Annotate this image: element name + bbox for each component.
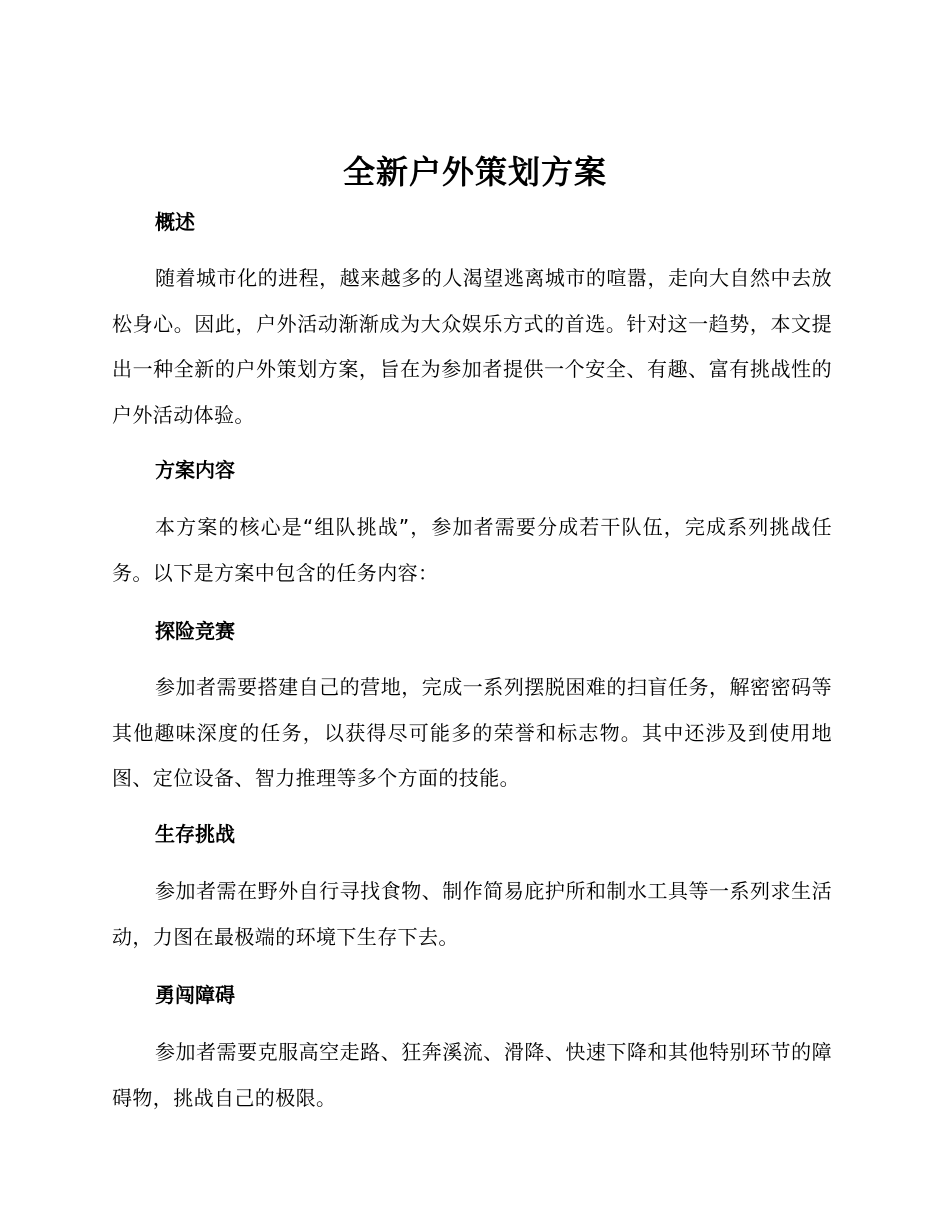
section-paragraph-overview: 随着城市化的进程，越来越多的人渴望逃离城市的喧嚣，走向大自然中去放松身心。因此，户外活动渐渐成为大众娱乐方式的首选。针对这一趋势，本文提出一种全新的户外策划方案，旨在为参加者提供一个安全、有趣、富有挑战性的户外活动体验。: [112, 266, 832, 427]
section-paragraph-adventure-race: 参加者需要搭建自己的营地，完成一系列摆脱困难的扫盲任务，解密密码等其他趣味深度的任务，以获得尽可能多的荣誉和标志物。其中还涉及到使用地图、定位设备、智力推理等多个方面的技能。: [112, 675, 832, 790]
page-title: 全新户外策划方案: [342, 153, 607, 191]
section-heading-plan-content: 方案内容: [155, 458, 235, 482]
section-heading-survival-challenge: 生存挑战: [155, 822, 235, 846]
section-paragraph-survival-challenge: 参加者需在野外自行寻找食物、制作简易庇护所和制水工具等一系列求生活动，力图在最极端的环境下生存下去。: [112, 879, 832, 949]
section-paragraph-plan-content: 本方案的核心是“组队挑战”，参加者需要分成若干队伍，完成系列挑战任务。以下是方案中包含的任务内容：: [112, 515, 832, 585]
section-paragraph-obstacle-course: 参加者需要克服高空走路、狂奔溪流、滑降、快速下降和其他特别环节的障碍物，挑战自己的极限。: [112, 1040, 832, 1110]
section-heading-adventure-race: 探险竞赛: [155, 619, 235, 643]
section-heading-overview: 概述: [155, 210, 195, 234]
section-heading-obstacle-course: 勇闯障碍: [155, 983, 235, 1007]
